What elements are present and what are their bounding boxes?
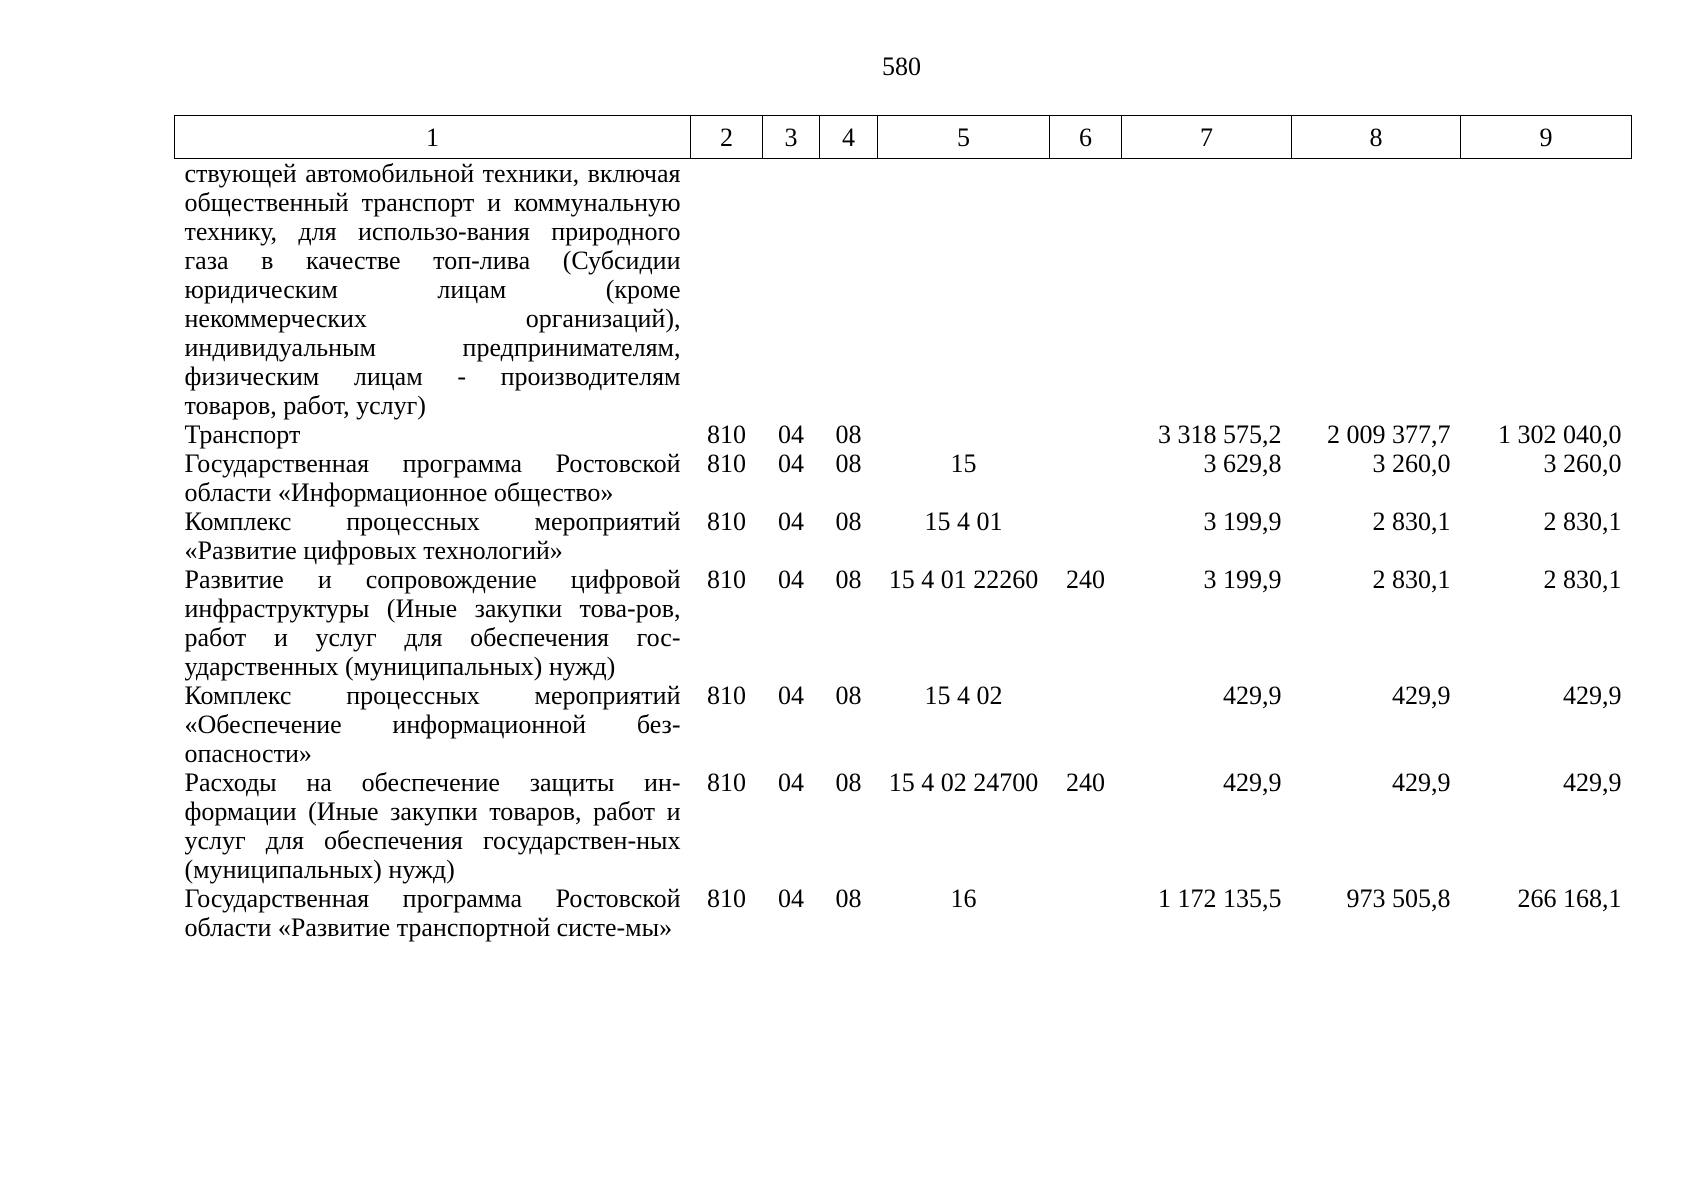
column-header-3: 3	[763, 116, 820, 159]
cell-col-2	[691, 159, 763, 421]
table-row	[175, 884, 1632, 942]
page-number: 580	[882, 52, 921, 81]
column-header-1: 1	[175, 116, 691, 159]
cell-col-4: 08	[835, 884, 862, 913]
cell-col-2: 810	[707, 681, 746, 710]
table-row	[175, 159, 1632, 421]
budget-table	[174, 115, 1632, 942]
cell-col-6	[1050, 884, 1122, 942]
column-header-9: 9	[1461, 116, 1632, 159]
cell-col-3: 04	[778, 507, 804, 536]
cell-col-3: 04	[778, 884, 804, 913]
cell-col-6: 240	[1066, 565, 1105, 594]
column-header-4: 4	[820, 116, 878, 159]
table-row	[175, 507, 1632, 565]
cell-col-3	[763, 159, 820, 421]
page-number-container	[0, 52, 1697, 82]
cell-col-4: 08	[835, 768, 862, 797]
table-header-row	[175, 116, 1632, 159]
row-description: Государственная программа Ростовской области «Информационное общество»	[184, 449, 681, 507]
cell-col-4: 08	[835, 565, 862, 594]
cell-col-4	[820, 159, 878, 421]
cell-col-4: 08	[835, 507, 862, 536]
cell-col-7: 3 318 575,2	[1158, 420, 1282, 449]
cell-col-8	[1292, 159, 1461, 421]
cell-col-8: 2 009 377,7	[1327, 420, 1451, 449]
cell-col-7: 1 172 135,5	[1158, 884, 1282, 913]
cell-col-9: 266 168,1	[1517, 884, 1622, 913]
column-header-2: 2	[691, 116, 763, 159]
row-description: Комплекс процессных мероприятий «Обеспечение информационной без-опасности»	[184, 681, 681, 768]
cell-col-9: 1 302 040,0	[1498, 420, 1622, 449]
cell-col-5: 15	[950, 449, 977, 478]
table-row	[175, 565, 1632, 681]
cell-col-7: 429,9	[1223, 768, 1282, 797]
cell-col-3: 04	[778, 681, 804, 710]
row-description: Государственная программа Ростовской области «Развитие транспортной систе-мы»	[184, 884, 681, 942]
cell-col-3: 04	[778, 420, 804, 449]
cell-col-4: 08	[835, 681, 862, 710]
column-header-6: 6	[1050, 116, 1122, 159]
cell-col-3: 04	[778, 768, 804, 797]
cell-col-7: 3 199,9	[1203, 507, 1282, 536]
cell-col-3: 04	[778, 565, 804, 594]
cell-col-8: 973 505,8	[1346, 884, 1451, 913]
cell-col-7: 429,9	[1223, 681, 1282, 710]
cell-col-5	[878, 420, 1050, 449]
cell-col-8: 2 830,1	[1372, 565, 1451, 594]
table-row	[175, 681, 1632, 768]
cell-col-2: 810	[707, 507, 746, 536]
table-row	[175, 420, 1632, 449]
cell-col-5: 15 4 02	[924, 681, 1003, 710]
cell-col-8: 3 260,0	[1372, 449, 1451, 478]
cell-col-7: 3 199,9	[1203, 565, 1282, 594]
cell-col-6	[1050, 449, 1122, 507]
column-header-8: 8	[1292, 116, 1461, 159]
cell-col-9	[1461, 159, 1632, 421]
cell-col-2: 810	[707, 768, 746, 797]
cell-col-5	[878, 159, 1050, 421]
row-description: Комплекс процессных мероприятий «Развитие цифровых технологий»	[184, 507, 681, 565]
column-header-5: 5	[878, 116, 1050, 159]
cell-col-8: 2 830,1	[1372, 507, 1451, 536]
cell-col-5: 15 4 01 22260	[888, 565, 1039, 594]
cell-col-6	[1050, 420, 1122, 449]
cell-col-5: 15 4 01	[924, 507, 1003, 536]
cell-col-9: 3 260,0	[1543, 449, 1622, 478]
table-row	[175, 449, 1632, 507]
cell-col-2: 810	[707, 565, 746, 594]
cell-col-9: 2 830,1	[1543, 565, 1622, 594]
cell-col-4: 08	[835, 449, 862, 478]
cell-col-6: 240	[1066, 768, 1105, 797]
row-description: Транспорт	[184, 420, 301, 449]
column-header-7: 7	[1122, 116, 1292, 159]
cell-col-8: 429,9	[1392, 768, 1451, 797]
cell-col-8: 429,9	[1392, 681, 1451, 710]
cell-col-7: 3 629,8	[1203, 449, 1282, 478]
cell-col-3: 04	[778, 449, 804, 478]
cell-col-9: 2 830,1	[1543, 507, 1622, 536]
cell-col-2: 810	[707, 884, 746, 913]
cell-col-4: 08	[835, 420, 862, 449]
row-description: ствующей автомобильной техники, включая общественный транспорт и коммунальную технику, для использо-вания природного газа в качестве топ-лива (Субсидии юридическим лицам (кроме некоммерческих организаций), индивидуальным предпринимателям, физическим лицам - производителям товаров, работ, услуг)	[184, 159, 681, 420]
cell-col-7	[1122, 159, 1292, 421]
cell-col-6	[1050, 681, 1122, 768]
cell-col-2: 810	[707, 449, 746, 478]
cell-col-2: 810	[707, 420, 746, 449]
table-row	[175, 768, 1632, 884]
row-description: Развитие и сопровождение цифровой инфраструктуры (Иные закупки това-ров, работ и услуг для обеспечения гос-ударственных (муниципальных) нужд)	[184, 565, 681, 681]
cell-col-6	[1050, 159, 1122, 421]
cell-col-6	[1050, 507, 1122, 565]
cell-col-5: 16	[950, 884, 977, 913]
cell-col-9: 429,9	[1563, 768, 1622, 797]
cell-col-9: 429,9	[1563, 681, 1622, 710]
row-description: Расходы на обеспечение защиты ин-формации (Иные закупки товаров, работ и услуг для обеспечения государствен-ных (муниципальных) нужд)	[184, 768, 681, 884]
cell-col-5: 15 4 02 24700	[888, 768, 1039, 797]
